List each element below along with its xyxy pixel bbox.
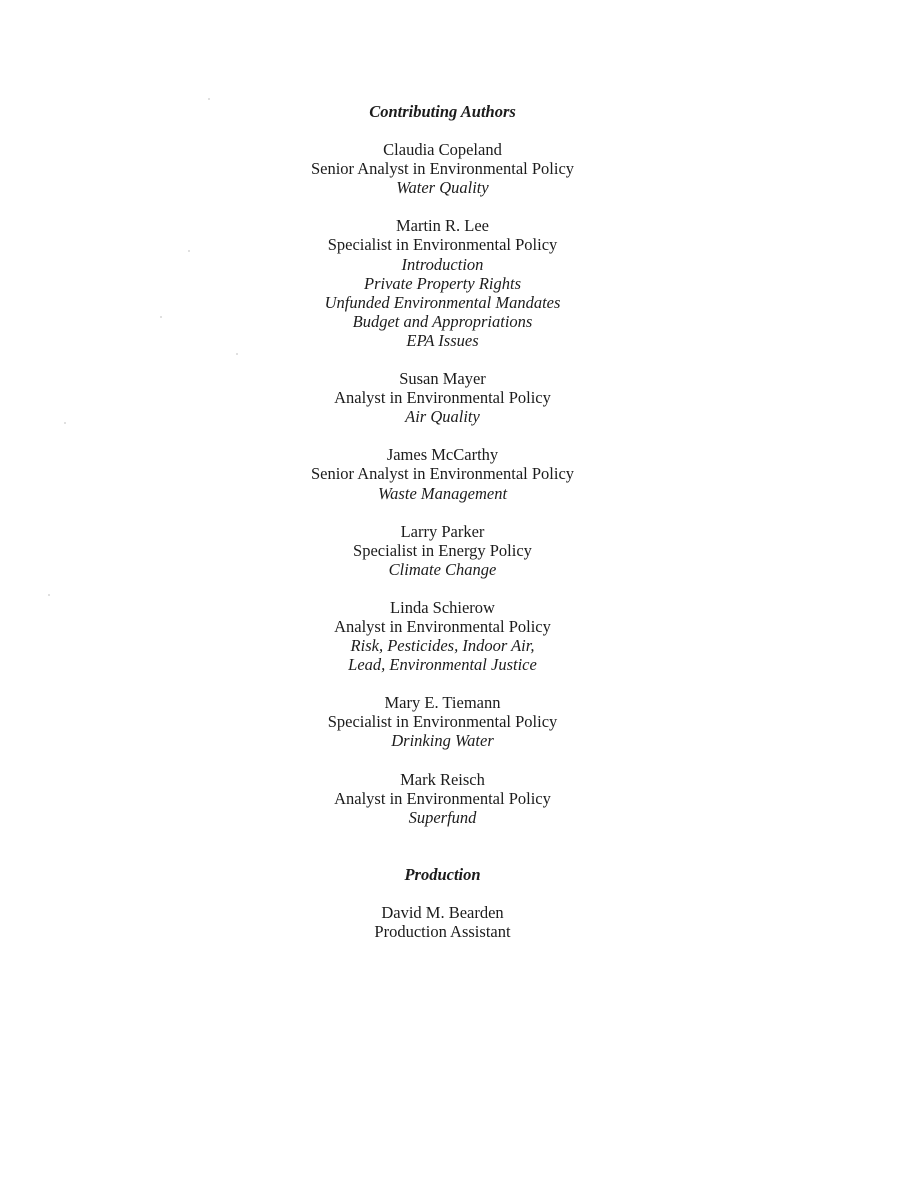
author-name: Larry Parker (400, 521, 485, 541)
author-topic: Water Quality (396, 178, 489, 198)
author-topic: Budget and Appropriations (352, 311, 533, 331)
author-topic: EPA Issues (406, 330, 479, 350)
author-title: Analyst in Environmental Policy (334, 388, 551, 408)
author-entry (0, 140, 885, 197)
author-entry (0, 445, 885, 502)
author-name: Claudia Copeland (383, 140, 502, 160)
author-name: Susan Mayer (399, 369, 486, 389)
production-heading: Production (404, 864, 481, 884)
author-title: Analyst in Environmental Policy (334, 788, 551, 808)
author-name: Mark Reisch (400, 769, 485, 789)
author-title: Specialist in Energy Policy (353, 540, 532, 560)
author-title: Analyst in Environmental Policy (334, 616, 551, 636)
author-topic: Unfunded Environmental Mandates (324, 292, 561, 312)
author-entry (0, 369, 885, 426)
author-topic: Lead, Environmental Justice (348, 655, 537, 675)
author-entry (0, 770, 885, 827)
author-entry (0, 598, 885, 674)
author-topic: Drinking Water (391, 731, 494, 751)
author-topic: Air Quality (405, 407, 480, 427)
author-topic: Risk, Pesticides, Indoor Air, (350, 636, 535, 656)
author-name: Mary E. Tiemann (384, 693, 501, 713)
author-name: James McCarthy (386, 445, 499, 465)
author-topic: Climate Change (388, 559, 497, 579)
production-name: David M. Bearden (381, 902, 504, 922)
author-topic: Waste Management (377, 483, 508, 503)
scan-speck (208, 98, 210, 100)
contributing-authors-heading: Contributing Authors (369, 102, 516, 121)
author-entry (0, 216, 885, 350)
author-title: Senior Analyst in Environmental Policy (310, 159, 575, 179)
author-title: Senior Analyst in Environmental Policy (310, 464, 575, 484)
author-title: Specialist in Environmental Policy (327, 712, 558, 732)
author-topic: Private Property Rights (363, 273, 522, 293)
author-name: Linda Schierow (390, 597, 495, 617)
author-title: Specialist in Environmental Policy (327, 235, 558, 255)
author-topic: Introduction (401, 254, 484, 274)
author-entry (0, 522, 885, 579)
author-topic: Superfund (408, 807, 477, 827)
production-entry (0, 903, 885, 941)
production-title: Production Assistant (374, 922, 511, 941)
credits-column (0, 102, 885, 941)
author-entry (0, 693, 885, 750)
author-name: Martin R. Lee (395, 216, 489, 236)
